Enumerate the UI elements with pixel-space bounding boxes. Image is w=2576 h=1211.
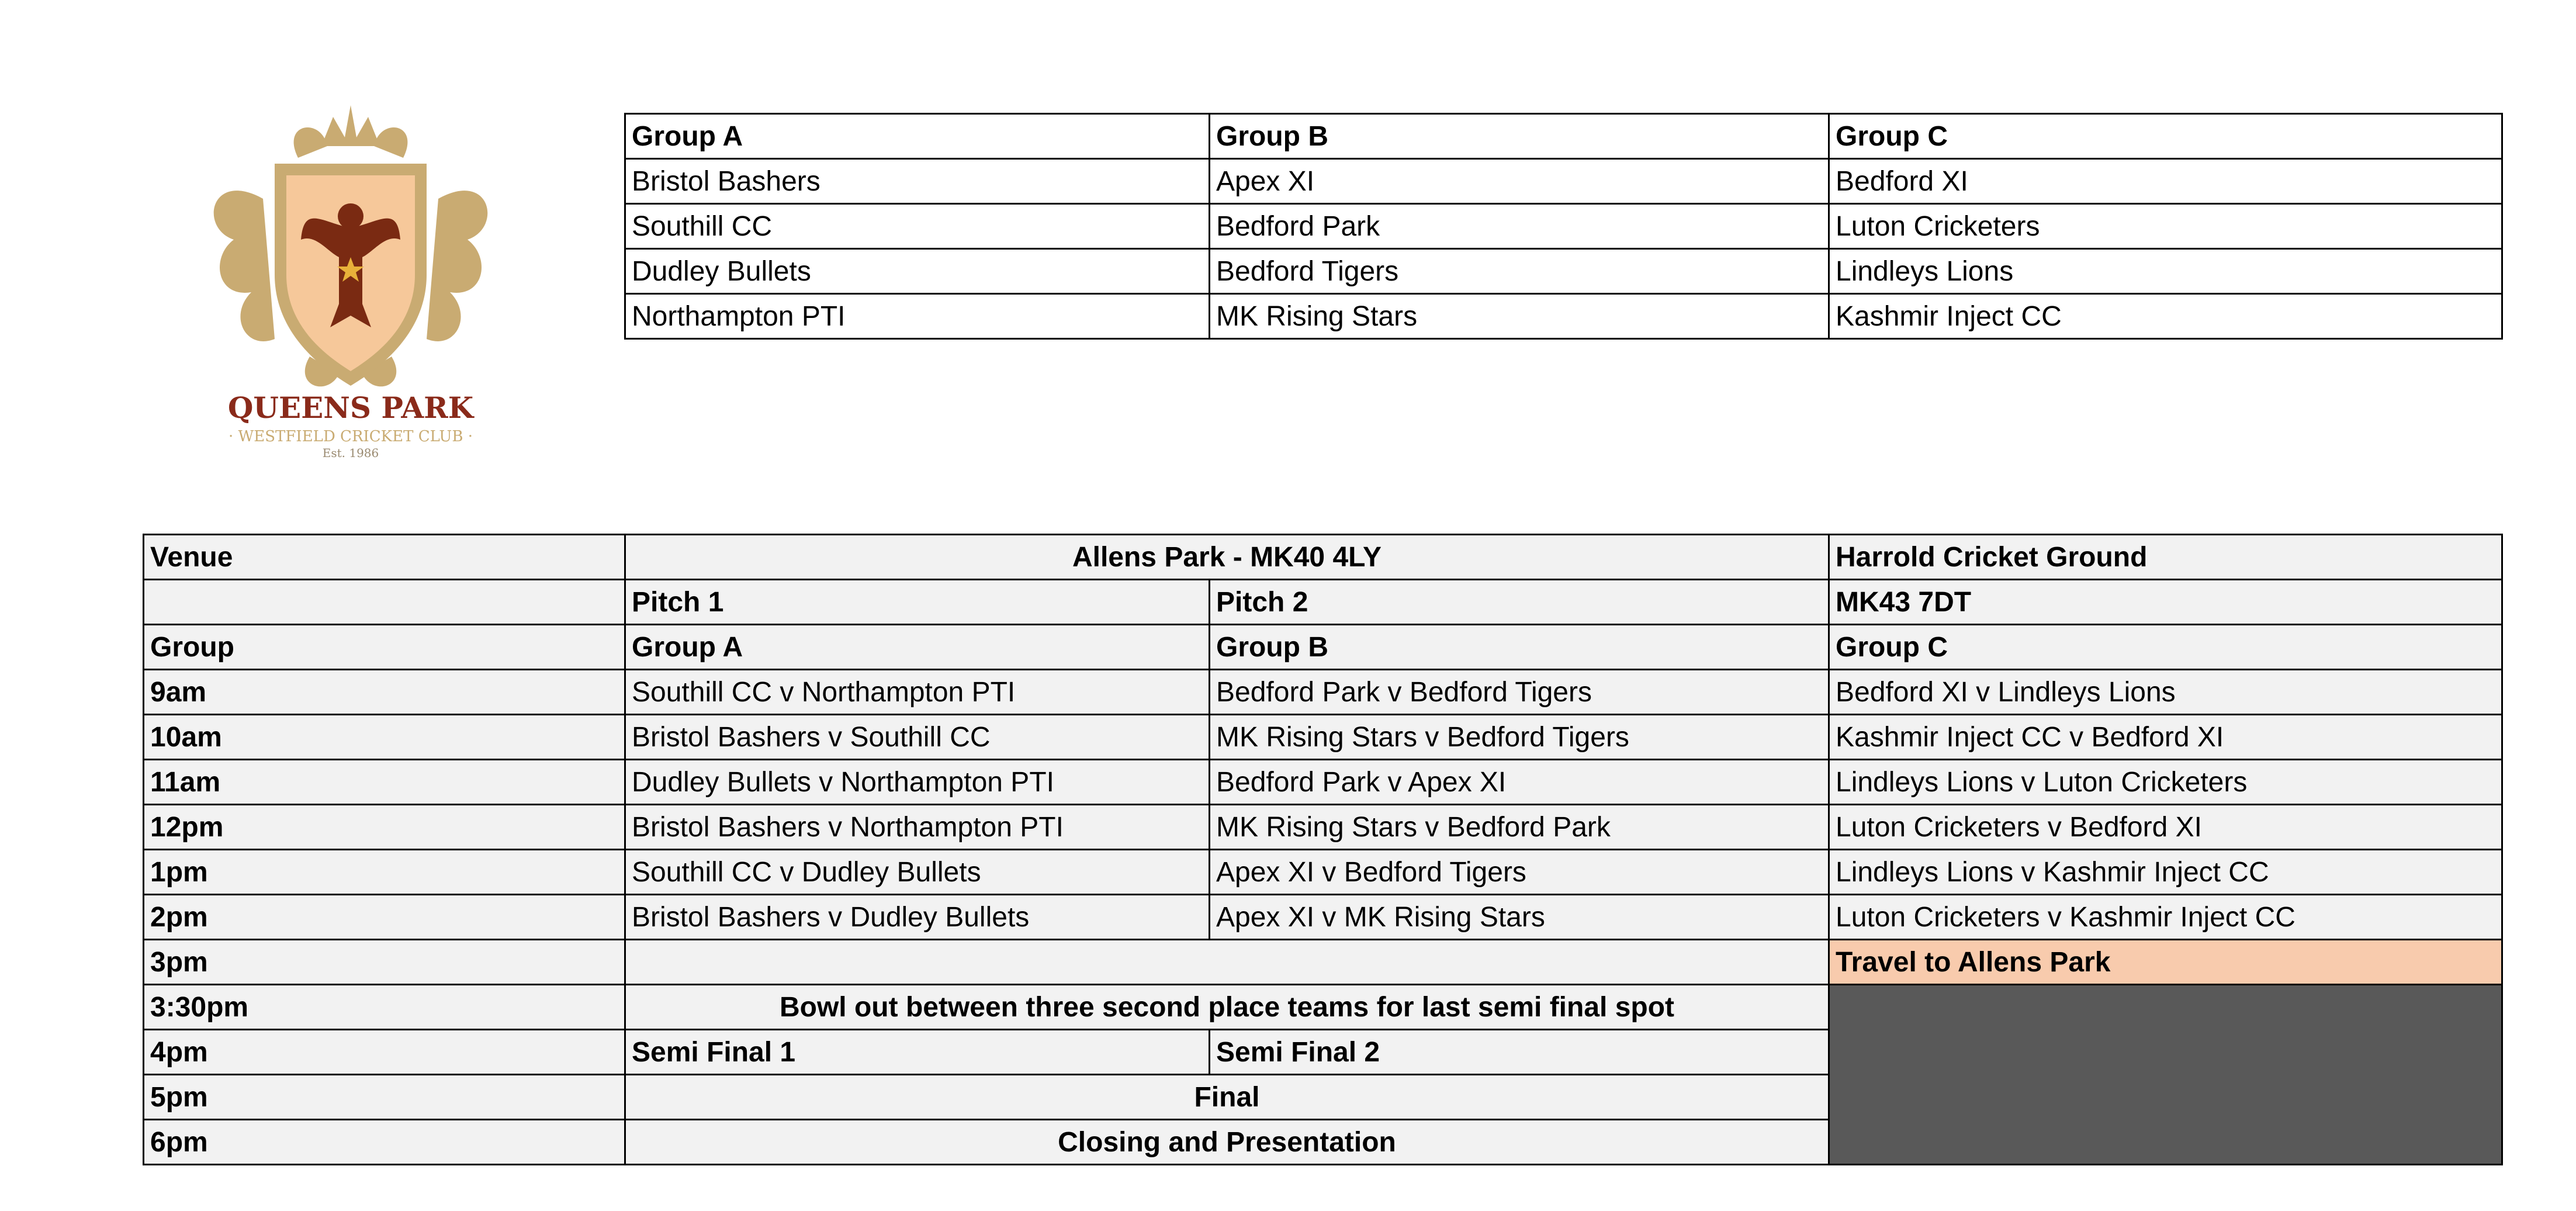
match-cell: Bristol Bashers v Dudley Bullets	[625, 895, 1210, 940]
group-a-header: Group A	[625, 114, 1210, 159]
groups-header-row	[625, 114, 2502, 159]
match-cell: MK Rising Stars v Bedford Park	[1210, 805, 1829, 850]
match-cell: Bedford Park v Apex XI	[1210, 760, 1829, 805]
match-cell: Apex XI v Bedford Tigers	[1210, 850, 1829, 895]
schedule-group-c: Group C	[1829, 625, 2502, 670]
match-cell: Lindleys Lions v Kashmir Inject CC	[1829, 850, 2502, 895]
club-crest-icon	[175, 82, 526, 462]
team-cell: MK Rising Stars	[1210, 294, 1829, 339]
travel-row	[144, 940, 2502, 985]
time-cell: 11am	[144, 760, 625, 805]
pitch-row	[144, 580, 2502, 625]
venue-label: Venue	[144, 535, 625, 580]
team-cell: Northampton PTI	[625, 294, 1210, 339]
logo-established: Est. 1986	[322, 446, 379, 460]
empty-cell	[144, 580, 625, 625]
match-cell: Apex XI v MK Rising Stars	[1210, 895, 1829, 940]
table-row	[144, 895, 2502, 940]
logo-name: QUEENS PARK	[227, 390, 474, 425]
match-cell: Lindleys Lions v Luton Cricketers	[1829, 760, 2502, 805]
group-label: Group	[144, 625, 625, 670]
time-cell: 6pm	[144, 1120, 625, 1165]
time-cell: 10am	[144, 715, 625, 760]
match-cell: MK Rising Stars v Bedford Tigers	[1210, 715, 1829, 760]
table-row	[625, 204, 2502, 249]
final-cell: Final	[625, 1075, 1829, 1120]
team-cell: Bristol Bashers	[625, 159, 1210, 204]
schedule-group-a: Group A	[625, 625, 1210, 670]
table-row	[625, 249, 2502, 294]
group-c-header: Group C	[1829, 114, 2502, 159]
venue-harrold: Harrold Cricket Ground	[1829, 535, 2502, 580]
time-cell: 5pm	[144, 1075, 625, 1120]
team-cell: Bedford Tigers	[1210, 249, 1829, 294]
match-cell: Luton Cricketers v Kashmir Inject CC	[1829, 895, 2502, 940]
logo-subtitle: · WESTFIELD CRICKET CLUB ·	[228, 428, 473, 445]
table-row	[625, 294, 2502, 339]
semi-final-1-cell: Semi Final 1	[625, 1030, 1210, 1075]
travel-cell: Travel to Allens Park	[1829, 940, 2502, 985]
group-row	[144, 625, 2502, 670]
empty-cell	[625, 940, 1829, 985]
blocked-cell	[1829, 985, 2502, 1165]
time-cell: 9am	[144, 670, 625, 715]
pitch-2-label: Pitch 2	[1210, 580, 1829, 625]
team-cell: Bedford Park	[1210, 204, 1829, 249]
time-cell: 3:30pm	[144, 985, 625, 1030]
time-cell: 3pm	[144, 940, 625, 985]
match-cell: Bristol Bashers v Southill CC	[625, 715, 1210, 760]
pitch-1-label: Pitch 1	[625, 580, 1210, 625]
team-cell: Bedford XI	[1829, 159, 2502, 204]
match-cell: Kashmir Inject CC v Bedford XI	[1829, 715, 2502, 760]
match-cell: Bedford XI v Lindleys Lions	[1829, 670, 2502, 715]
time-cell: 2pm	[144, 895, 625, 940]
match-cell: Southill CC v Northampton PTI	[625, 670, 1210, 715]
venue-row	[144, 535, 2502, 580]
match-cell: Luton Cricketers v Bedford XI	[1829, 805, 2502, 850]
venue-allens-park: Allens Park - MK40 4LY	[625, 535, 1829, 580]
group-b-header: Group B	[1210, 114, 1829, 159]
table-row	[144, 760, 2502, 805]
club-logo	[175, 82, 526, 462]
team-cell: Luton Cricketers	[1829, 204, 2502, 249]
table-row	[144, 850, 2502, 895]
time-cell: 1pm	[144, 850, 625, 895]
table-row	[625, 159, 2502, 204]
team-cell: Kashmir Inject CC	[1829, 294, 2502, 339]
harrold-postcode: MK43 7DT	[1829, 580, 2502, 625]
bowl-out-row	[144, 985, 2502, 1030]
groups-table	[624, 113, 2503, 340]
bowl-out-cell: Bowl out between three second place teams for last semi final spot	[625, 985, 1829, 1030]
match-cell: Bedford Park v Bedford Tigers	[1210, 670, 1829, 715]
match-cell: Southill CC v Dudley Bullets	[625, 850, 1210, 895]
schedule-table	[143, 534, 2503, 1165]
table-row	[144, 670, 2502, 715]
match-cell: Bristol Bashers v Northampton PTI	[625, 805, 1210, 850]
team-cell: Dudley Bullets	[625, 249, 1210, 294]
team-cell: Apex XI	[1210, 159, 1829, 204]
match-cell: Dudley Bullets v Northampton PTI	[625, 760, 1210, 805]
time-cell: 4pm	[144, 1030, 625, 1075]
closing-cell: Closing and Presentation	[625, 1120, 1829, 1165]
schedule-group-b: Group B	[1210, 625, 1829, 670]
semi-final-2-cell: Semi Final 2	[1210, 1030, 1829, 1075]
table-row	[144, 805, 2502, 850]
time-cell: 12pm	[144, 805, 625, 850]
table-row	[144, 715, 2502, 760]
team-cell: Lindleys Lions	[1829, 249, 2502, 294]
team-cell: Southill CC	[625, 204, 1210, 249]
